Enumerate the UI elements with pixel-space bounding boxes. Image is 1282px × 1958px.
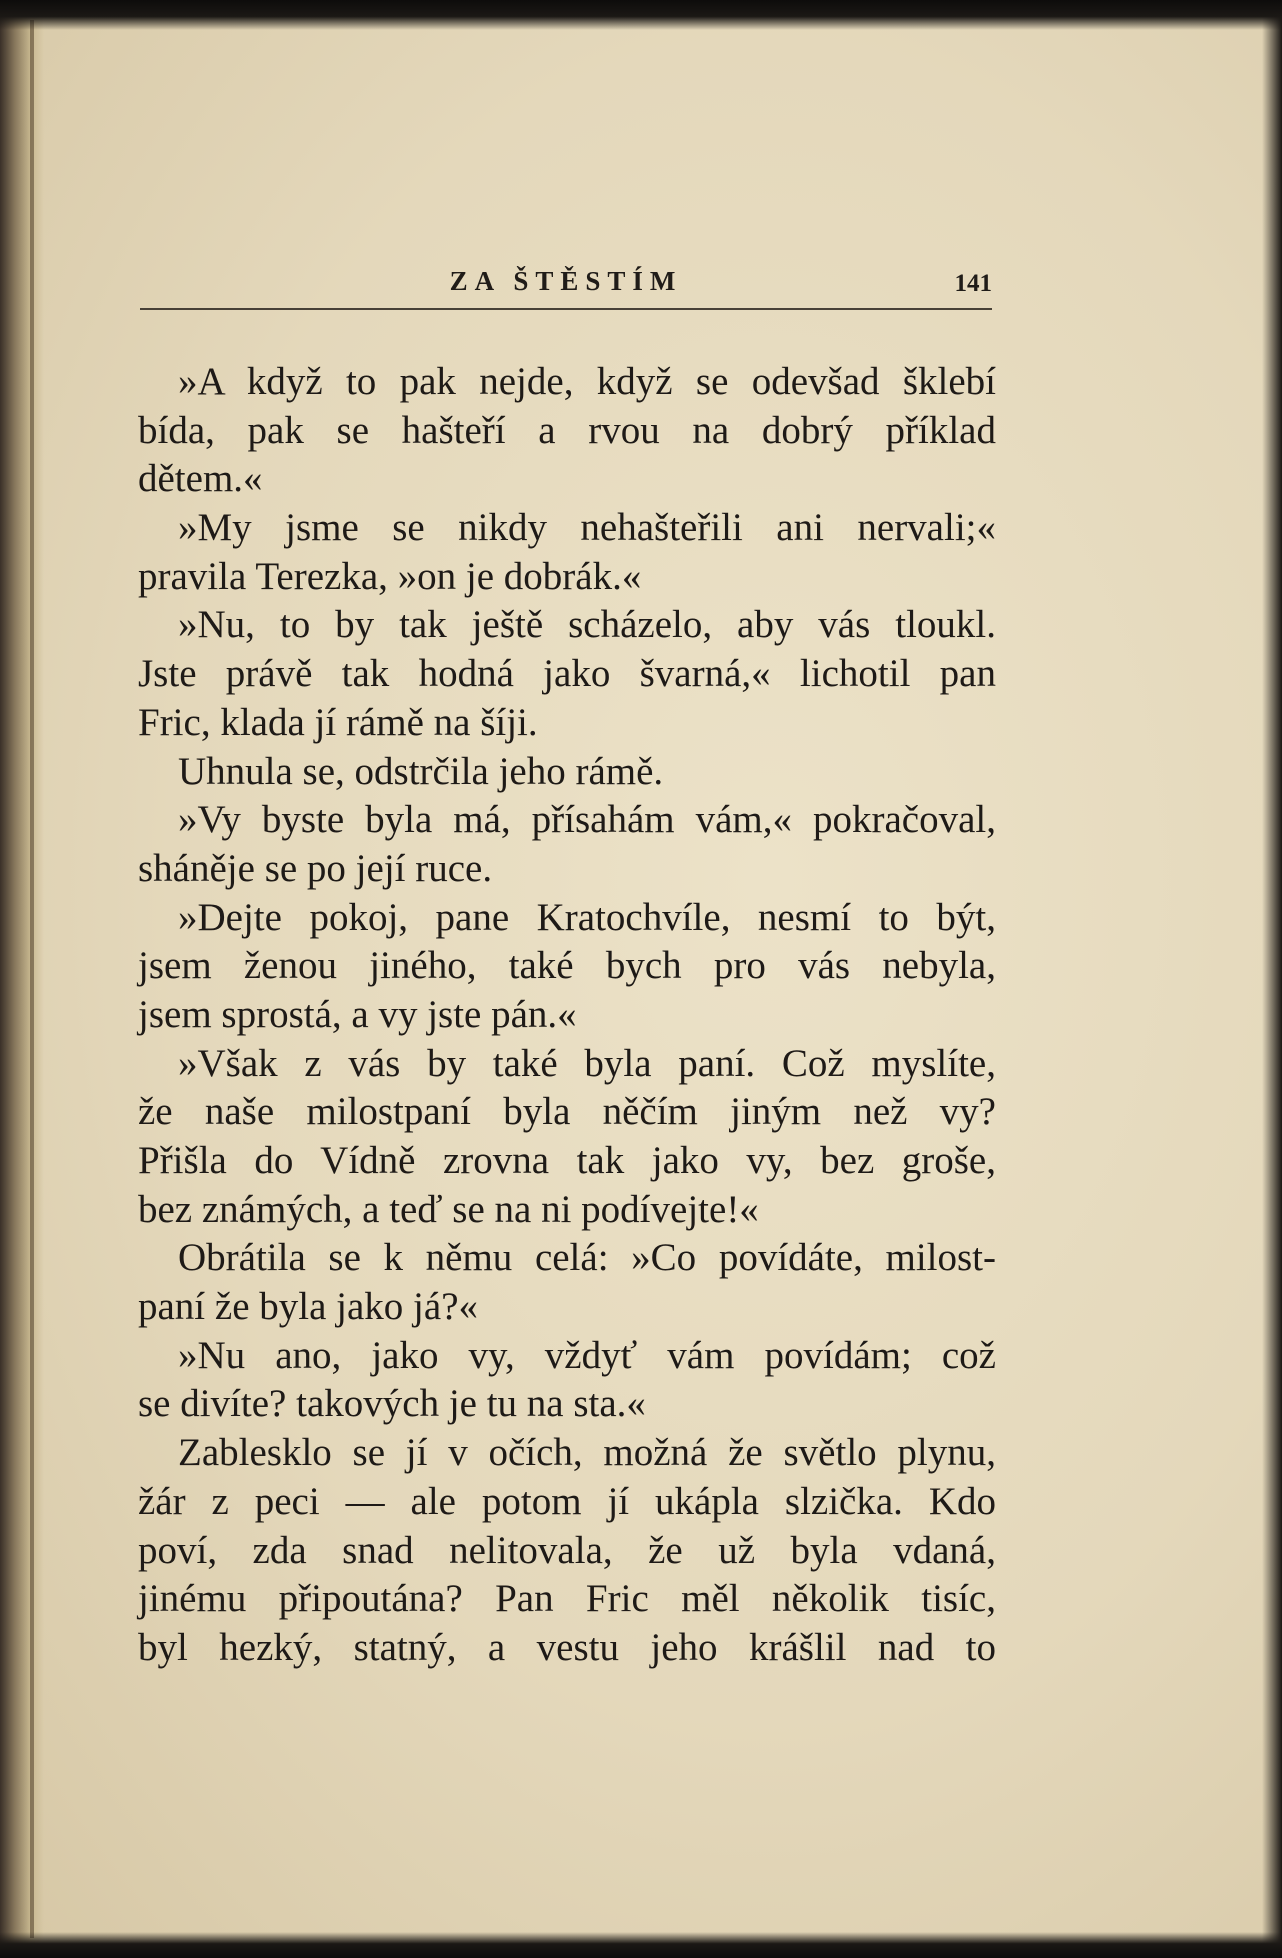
text-line: »A když to pak nejde, když se odevšad šklebí <box>178 360 996 403</box>
text-line: že naše milostpaní byla něčím jiným než vy? <box>138 1090 996 1134</box>
binding-edge <box>30 20 34 1938</box>
running-head: ZA ŠTĚSTÍM <box>449 266 683 296</box>
page-header <box>140 262 992 312</box>
text-line: bída, pak se hašteří a rvou na dobrý příklad <box>138 408 996 452</box>
text-line: sháněje se po její ruce. <box>138 846 493 890</box>
body-text <box>138 358 996 1673</box>
text-line: »My jsme se nikdy nehašteřili ani nervali;« <box>178 506 996 550</box>
text-line: »Však z vás by také byla paní. Což myslíte, <box>178 1041 996 1085</box>
text-line: Jste právě tak hodná jako švarná,« lichotil pan <box>138 652 996 696</box>
text-line: »Nu ano, jako vy, vždyť vám povídám; což <box>178 1333 996 1377</box>
text-line: Fric, klada jí rámě na šíji. <box>138 700 538 744</box>
text-line: dětem.« <box>138 457 263 501</box>
text-line: jinému připoutána? Pan Fric měl několik tisíc, <box>138 1577 996 1621</box>
text-line: Zablesklo se jí v očích, možná že světlo plynu, <box>178 1431 996 1475</box>
text-line: paní že byla jako já?« <box>138 1285 479 1329</box>
text-line: Obrátila se k němu celá: »Co povídáte, milost- <box>178 1236 996 1280</box>
text-line: poví, zda snad nelitovala, že už byla vdaná, <box>138 1528 996 1572</box>
text-line: »Nu, to by tak ještě scházelo, aby vás tloukl. <box>178 603 996 647</box>
text-line: žár z peci — ale potom jí ukápla slzička. Kdo <box>138 1479 996 1523</box>
text-line: Přišla do Vídně zrovna tak jako vy, bez groše, <box>138 1139 996 1182</box>
text-line: Uhnula se, odstrčila jeho rámě. <box>178 749 664 793</box>
scan-bottom-border <box>0 1932 1282 1958</box>
header-rule <box>140 308 992 310</box>
book-spine-shadow <box>0 0 44 1958</box>
text-line: jsem sprostá, a vy jste pán.« <box>138 992 577 1036</box>
scan-top-border <box>0 0 1282 30</box>
text-line: »Vy byste byla má, přísahám vám,« pokračoval, <box>178 798 996 842</box>
text-line: bez známých, a teď se na ni podívejte!« <box>138 1187 759 1231</box>
text-line: jsem ženou jiného, také bych pro vás nebyla, <box>138 944 996 988</box>
page-number: 141 <box>954 270 992 297</box>
text-line: se divíte? takových je tu na sta.« <box>138 1382 646 1426</box>
text-line: byl hezký, statný, a vestu jeho krášlil nad to <box>138 1625 996 1669</box>
text-line: pravila Terezka, »on je dobrák.« <box>138 554 642 598</box>
text-line: »Dejte pokoj, pane Kratochvíle, nesmí to být, <box>178 895 996 939</box>
page-edge-shadow <box>1262 0 1282 1958</box>
